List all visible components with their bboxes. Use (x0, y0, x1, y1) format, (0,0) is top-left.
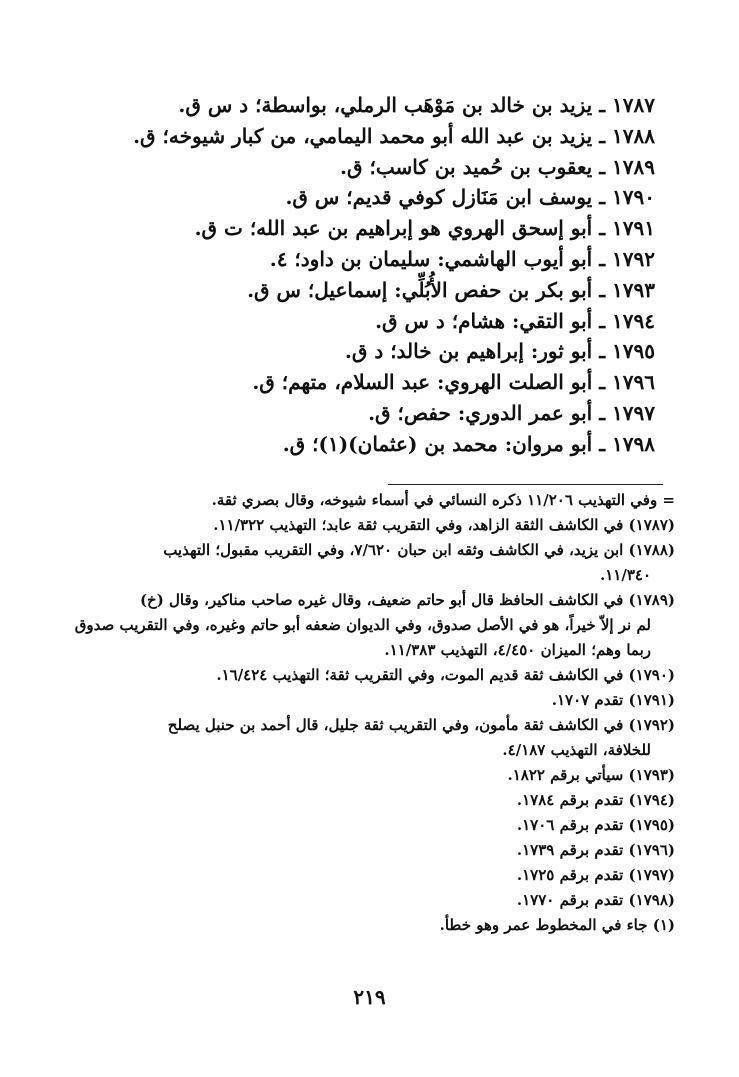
footnotes (58, 488, 675, 938)
footnote-text: (١٧٨٩) في الكاشف الحافظ قال أبو حاتم ضعيف، وقال غيره صاحب مناكير، وقال (خ) (139, 591, 675, 609)
entry-1794: ١٧٩٤ ـ أبو التقي: هشام؛ د س ق. (375, 308, 655, 333)
footnote-cont: لم نر إلاّ خيراً، هو في الأصل صدوق، وفي الديوان ضعفه أبو حاتم وغيره، وفي التقريب صدوق ربما وهم؛ الميزان ٤/٤٥٠، التهذيب ١١/٣٨٣. (74, 616, 651, 659)
footnote-1793 (58, 763, 675, 788)
footnote-1798 (58, 888, 675, 913)
footnote-1790 (58, 663, 675, 688)
footnote-text: (١٧٩٢) في الكاشف ثقة مأمون، وفي التقريب ثقة جليل، قال أحمد بن حنبل يصلح (167, 716, 675, 734)
footnote-text: (١٧٩٤) تقدم برقم ١٧٨٤. (516, 791, 675, 809)
footnote-text: (١٧٩١) تقدم ١٧٠٧. (551, 691, 675, 709)
entry-1791: ١٧٩١ ـ أبو إسحق الهروي هو إبراهيم بن عبد الله؛ ت ق. (194, 216, 655, 241)
footnote-1796 (58, 838, 675, 863)
footnote-1792 (58, 713, 675, 763)
footnote-text: (١٧٩٨) تقدم برقم ١٧٧٠. (516, 891, 675, 909)
footnote-text: (١٧٩٦) تقدم برقم ١٧٣٩. (516, 841, 675, 859)
entry-1789: ١٧٨٩ ـ يعقوب بن حُميد بن كاسب؛ ق. (340, 154, 655, 179)
footnote-1797 (58, 863, 675, 888)
entry-1798: ١٧٩٨ ـ أبو مروان: محمد بن (عثمان)(١)؛ ق. (282, 431, 655, 456)
footnote-1795 (58, 813, 675, 838)
footnote-text: (١٧٩٥) تقدم برقم ١٧٠٦. (516, 816, 675, 834)
footnote-continuation (58, 488, 675, 513)
footnote-text: (١) جاء في المخطوط عمر وهو خطأ. (439, 916, 675, 934)
footnote-1791 (58, 688, 675, 713)
footnote-text: (١٧٨٧) في الكاشف الثقة الزاهد، وفي التقريب ثقة عابد؛ التهذيب ١١/٣٢٢. (213, 516, 675, 534)
entry-1792: ١٧٩٢ ـ أبو أيوب الهاشمي: سليمان بن داود؛ ٤. (269, 246, 655, 271)
page-number: ٢١٩ (353, 985, 386, 1009)
footnote-text: = وفي التهذيب ١١/٢٠٦ ذكره النسائي في أسماء شيوخه، وقال بصري ثقة. (211, 491, 675, 509)
footnote-1 (58, 913, 675, 938)
footnote-1787 (58, 513, 675, 538)
footnote-text: (١٧٩٣) سيأتي برقم ١٨٢٢. (507, 766, 675, 784)
footnote-1794 (58, 788, 675, 813)
footnote-1789 (58, 588, 675, 663)
footnote-divider (388, 484, 663, 485)
entry-1790: ١٧٩٠ ـ يوسف ابن مَنَازل كوفي قديم؛ س ق. (285, 185, 655, 210)
footnote-text: (١٧٨٨) ابن يزيد، في الكاشف وثقه ابن حبان ٧/٦٢٠، وفي التقريب مقبول؛ التهذيب (163, 541, 675, 559)
footnote-cont: للخلافة، التهذيب ٤/١٨٧. (502, 741, 651, 759)
footnote-text: (١٧٩٧) تقدم برقم ١٧٢٥. (516, 866, 675, 884)
entry-1795: ١٧٩٥ ـ أبو ثور: إبراهيم بن خالد؛ د ق. (344, 339, 655, 364)
entries-list (40, 90, 655, 460)
entry-1796: ١٧٩٦ ـ أبو الصلت الهروي: عبد السلام، متهم؛ ق. (252, 370, 655, 395)
footnote-text: (١٧٩٠) في الكاشف ثقة قديم الموت، وفي التقريب ثقة؛ التهذيب ١٦/٤٢٤. (216, 666, 675, 684)
entry-1797: ١٧٩٧ ـ أبو عمر الدوري: حفص؛ ق. (368, 400, 655, 425)
entry-1787: ١٧٨٧ ـ يزيد بن خالد بن مَوْهَب الرملي، بواسطة؛ د س ق. (178, 93, 655, 117)
footnote-1788 (58, 538, 675, 588)
entry-1788: ١٧٨٨ ـ يزيد بن عبد الله أبو محمد اليمامي، من كبار شيوخه؛ ق. (133, 123, 655, 148)
footnote-cont: ١١/٣٤٠. (600, 566, 651, 584)
entry-1793: ١٧٩٣ ـ أبو بكر بن حفص الأُبُلِّي: إسماعيل؛ س ق. (247, 277, 655, 302)
